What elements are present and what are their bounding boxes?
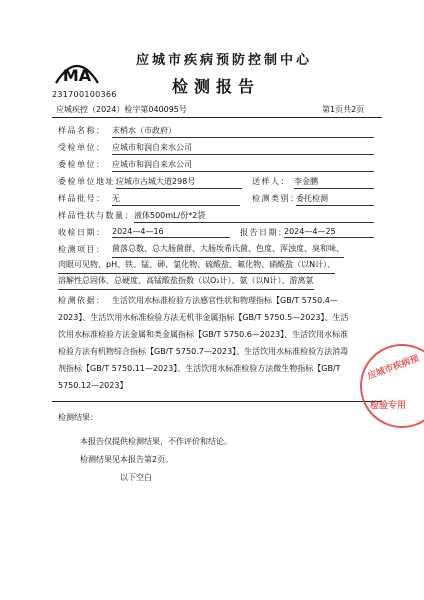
sample-name: 末梢水（市政府） xyxy=(112,125,374,138)
basis-line-5: 剂指标【GB/T 5750.11—2023】、生活饮用水标准检验方法微生物指标【GB/T xyxy=(58,364,341,373)
report-number: 应城疾控（2024）检字第040095号 xyxy=(56,105,187,114)
test-type: 委托检测 xyxy=(296,193,374,206)
official-seal xyxy=(360,344,424,428)
client-address: 应城市古城大道298号 xyxy=(116,176,242,189)
received-date: 2024—4—16 xyxy=(112,227,230,238)
basis-line-3: 饮用水标准检验方法金属和类金属指标【GB/T 5750.6—2023】、生活饮用水标准 xyxy=(58,330,349,339)
sample-state-label: 样品性状与数量： xyxy=(58,211,134,220)
seal-text-2: 检验专用 xyxy=(370,401,407,411)
received-date-label: 收检日期： xyxy=(58,228,106,237)
items-line-1: 菌落总数、总大肠菌群、大肠埃希氏菌、色度、浑浊度、臭和味、 xyxy=(112,242,344,258)
inspected-unit: 应城市和润自来水公司 xyxy=(112,142,374,155)
basis-label: 检测依据： xyxy=(58,296,106,305)
report-date: 2024—4—25 xyxy=(284,227,374,238)
cma-logo xyxy=(52,55,102,87)
top-rule xyxy=(52,117,382,118)
basis-line-1: 生活饮用水标准检验方法感官性状和物理指标【GB/T 5750.4— xyxy=(112,296,338,305)
sample-state: 液体500mL/份*2袋 xyxy=(134,210,374,223)
test-type-label: 检测类别： xyxy=(252,194,300,203)
basis-line-6: 5750.12—2023】 xyxy=(58,381,128,390)
seal-text-1: 应城市疾病预 xyxy=(366,353,421,382)
client-unit-label: 委检单位： xyxy=(58,160,106,169)
middle-rule xyxy=(52,401,382,402)
sender: 李金鹏 xyxy=(294,176,374,189)
sample-name-label: 样品名称： xyxy=(58,126,106,135)
inspected-unit-label: 受检单位： xyxy=(58,143,106,152)
batch: 无 xyxy=(112,193,240,206)
report-date-label: 报告日期： xyxy=(240,228,288,237)
client-unit: 应城市和润自来水公司 xyxy=(112,159,374,172)
sender-label: 送样人： xyxy=(252,177,290,186)
logo-code: 231700100366 xyxy=(52,90,117,99)
items-line-3: 溶解性总固体、总硬度、高锰酸盐指数（以O₂计）、氨（以N计）、游离氯 xyxy=(58,274,314,290)
conclusion-line-2: 检测结果见本报告第2页。 xyxy=(80,455,174,464)
report-title: 检测报告 xyxy=(172,77,261,96)
logo-text: MA xyxy=(62,66,92,85)
basis-line-2: 2023】、生活饮用水标准检验方法无机非金属指标【GB/T 5750.5—2023】、生活 xyxy=(58,313,349,322)
client-address-label: 委检单位地址： xyxy=(58,177,125,186)
conclusion-line-1: 本报告仅提供检测结果，不作评价和结论。 xyxy=(80,437,232,446)
page-info: 第1页共2页 xyxy=(322,105,365,114)
conclusion-label: 检测结果： xyxy=(58,413,98,422)
basis-line-4: 检验方法有机物综合指标【GB/T 5750.7—2023】、生活饮用水标准检验方法消毒 xyxy=(58,347,349,356)
items-label: 检测项目： xyxy=(58,245,106,254)
org-name: 应城市疾病预防控制中心 xyxy=(136,53,313,68)
items-line-2: 肉眼可见物、pH、铁、锰、砷、氯化物、硫酸盐、氟化物、硝酸盐（以N计）、 xyxy=(58,258,335,274)
batch-label: 样品批号： xyxy=(58,194,106,203)
conclusion-line-3: 以下空白 xyxy=(120,473,152,482)
